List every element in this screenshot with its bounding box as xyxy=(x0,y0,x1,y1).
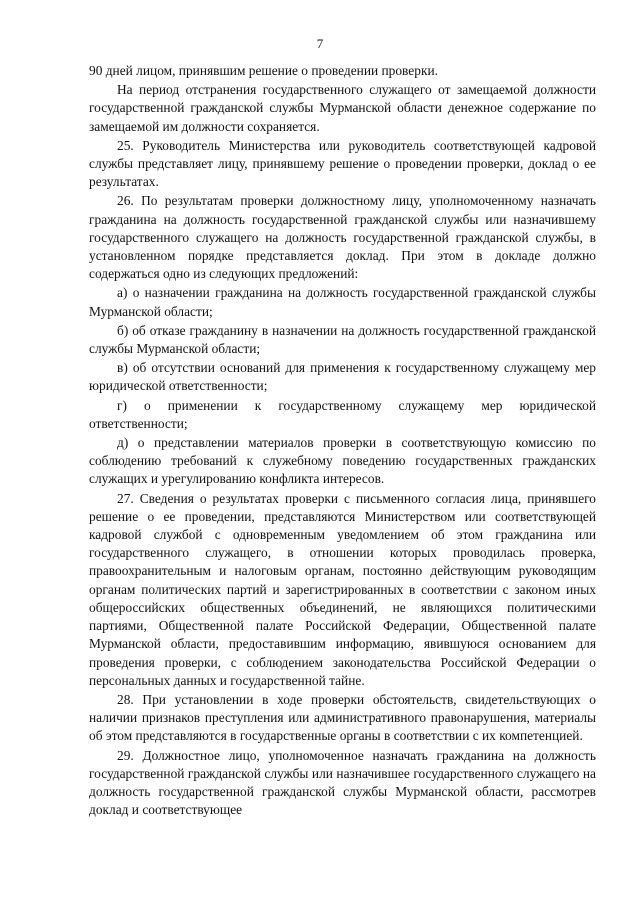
paragraph-26: 26. По результатам проверки должностному лицу, уполномоченному назначать гражданина на должность государственной гражданской службы или назначившему государственного служащего на должность государственной гражданской службы, в установленном порядке представляется доклад. При этом в докладе должно содержаться одно из следующих предложений: xyxy=(89,193,596,282)
paragraph-29: 29. Должностное лицо, уполномоченное назначать гражданина на должность государственной гражданской службы или назначившее государственного служащего на должность государственной гражданской службы Мурманской области, рассмотрев доклад и соответствующее xyxy=(89,747,596,818)
document-body xyxy=(89,62,596,819)
paragraph-27: 27. Сведения о результатах проверки с письменного согласия лица, принявшего решение о ее проведении, представляются Министерством или соответствующей кадровой службой с одновременным уведомлением об этом гражданина или государственного служащего, в отношении которых проводилась проверка, правоохранительным и налоговым органам, постоянно действующим руководящим органам политических партий и зарегистрированных в соответствии с законом иных общероссийских общественных объединений, не являющихся политическими партиями, Общественной палате Российской Федерации, Общественной палате Мурманской области, предоставившим информацию, явившуюся основанием для проведения проверки, с соблюдением законодательства Российской Федерации о персональных данных и государственной тайне. xyxy=(89,490,596,688)
paragraph-26-a: а) о назначении гражданина на должность государственной гражданской службы Мурманской области; xyxy=(89,285,596,319)
page-number: 7 xyxy=(316,36,324,51)
paragraph-26-b: б) об отказе гражданину в назначении на должность государственной гражданской службы Мурманской области; xyxy=(89,322,596,357)
paragraph-26-g: г) о применении к государственному служащему мер юридической ответственности; xyxy=(89,397,596,431)
paragraph-28: 28. При установлении в ходе проверки обстоятельств, свидетельствующих о наличии признаков преступления или административного правонарушения, материалы об этом представляются в государственные органы в соответствии с их компетенцией. xyxy=(89,691,596,744)
paragraph-suspension-salary: На период отстранения государственного служащего от замещаемой должности государственной гражданской службы Мурманской области денежное содержание по замещаемой им должности сохраняется. xyxy=(89,82,596,134)
paragraph-continuation: 90 дней лицом, принявшим решение о проведении проверки. xyxy=(89,63,438,78)
paragraph-26-d: д) о представлении материалов проверки в соответствующую комиссию по соблюдению требований к служебному поведению государственных гражданских служащих и урегулированию конфликта интересов. xyxy=(89,435,596,487)
paragraph-25: 25. Руководитель Министерства или руководитель соответствующей кадровой службы представляет лицу, принявшему решение о проведении проверки, доклад о ее результатах. xyxy=(89,137,596,190)
paragraph-26-v: в) об отсутствии оснований для применения к государственному служащему мер юридической ответственности; xyxy=(89,360,596,394)
